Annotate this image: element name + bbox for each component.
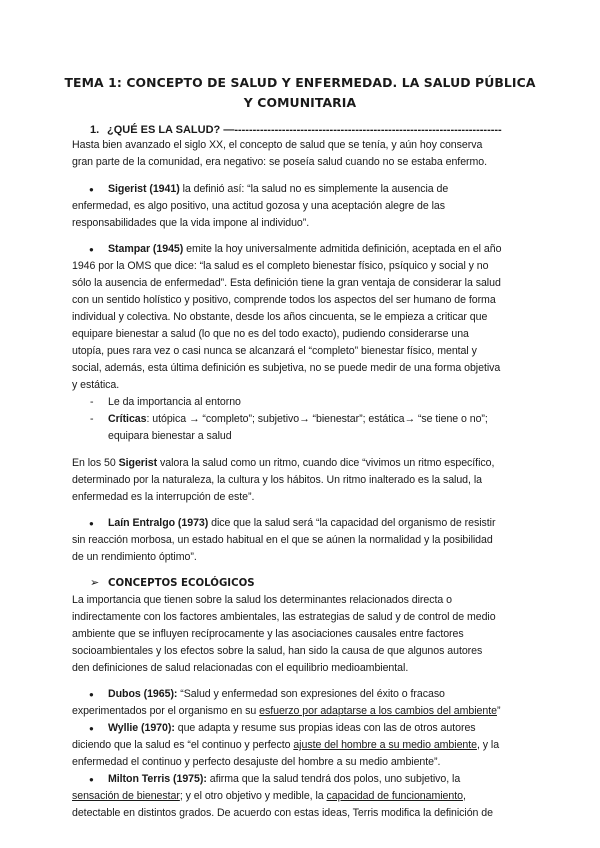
author-name: Wyllie (1970): bbox=[108, 722, 175, 734]
bullet-icon: ● bbox=[89, 690, 94, 699]
paragraph-line: utopía, pues rara vez o casi nunca se alcanzará el “completo” bienestar físico, mental y bbox=[72, 345, 477, 357]
author-name: Sigerist (1941) bbox=[108, 183, 180, 195]
title-line-2: Y COMUNITARIA bbox=[243, 95, 357, 110]
paragraph-line bbox=[108, 771, 460, 788]
intro-line: gran parte de la comunidad, era negativo: se poseía salud cuando no se estaba enfermo. bbox=[72, 156, 488, 168]
paragraph-line bbox=[72, 788, 466, 805]
section-heading bbox=[90, 124, 502, 136]
underlined-text: ajuste del hombre a su medio ambiente bbox=[293, 739, 477, 751]
subsection-heading: CONCEPTOS ECOLÓGICOS bbox=[108, 578, 255, 589]
paragraph-line: ambiente que se influyen recíprocamente y las asociaciones causales entre factores bbox=[72, 628, 464, 640]
bullet-icon: ● bbox=[89, 185, 94, 194]
text: , y la bbox=[477, 739, 500, 751]
underlined-text: esfuerzo por adaptarse a los cambios del ambiente bbox=[259, 705, 497, 717]
paragraph-line: detectable en distintos grados. De acuerdo con estas ideas, Terris modifica la definición de bbox=[72, 807, 493, 819]
dash-marker: - bbox=[90, 396, 94, 408]
paragraph-line bbox=[72, 737, 499, 754]
paragraph-line: 1946 por la OMS que dice: “la salud es el completo bienestar físico, psíquico y social y no bbox=[72, 260, 489, 272]
text: valora la salud como un ritmo, cuando dice “vivimos un ritmo específico, bbox=[157, 457, 495, 469]
criticas-label: Críticas bbox=[108, 413, 147, 425]
title-line-1: TEMA 1: CONCEPTO DE SALUD Y ENFERMEDAD. LA SALUD PÚBLICA bbox=[64, 75, 536, 90]
text: : utópica → “completo”; subjetivo→ “bienestar”; estática→ “se tiene o no”; bbox=[146, 413, 488, 425]
paragraph-line: con un sentido holístico y positivo, comprende todos los aspectos del ser humano de forma bbox=[72, 294, 496, 306]
paragraph-line bbox=[108, 686, 445, 703]
paragraph-line: La importancia que tienen sobre la salud los determinantes relacionados directa o bbox=[72, 594, 452, 606]
paragraph-line: equipare bienestar a salud (lo que no es del todo exacto), pudiendo considerarse una bbox=[72, 328, 469, 340]
author-name: Laín Entralgo (1973) bbox=[108, 517, 209, 529]
bullet-icon: ● bbox=[89, 519, 94, 528]
text: ” bbox=[496, 705, 501, 717]
bullet-icon: ● bbox=[89, 245, 94, 254]
text: , bbox=[462, 790, 466, 802]
section-number: 1. bbox=[90, 124, 100, 136]
dash-marker: - bbox=[90, 413, 94, 425]
paragraph-line: socioambientales y los efectos sobre la salud, han sido la causa de que algunos autores bbox=[72, 645, 483, 657]
paragraph-line bbox=[108, 241, 501, 258]
author-name: Milton Terris (1975): bbox=[108, 773, 207, 785]
paragraph-line: indirectamente con los factores ambientales, las estrategias de salud y de control de medio bbox=[72, 611, 496, 623]
paragraph-line: determinado por la naturaleza, la cultura y los hábitos. Un ritmo inalterado es la salud, la bbox=[72, 474, 482, 486]
author-name: Sigerist bbox=[118, 457, 158, 469]
text: experimentados por el organismo en su bbox=[72, 705, 260, 717]
paragraph-line: enfermedad es la interrupción de este”. bbox=[72, 491, 255, 503]
arrow-bullet-icon: ➢ bbox=[90, 577, 100, 589]
paragraph-line bbox=[108, 720, 476, 737]
text: que adapta y resume sus propias ideas con las de otros autores bbox=[174, 722, 476, 734]
text: En los 50 bbox=[72, 457, 119, 469]
bullet-icon: ● bbox=[89, 775, 94, 784]
text: afirma que la salud tendrá dos polos, uno subjetivo, la bbox=[206, 773, 461, 785]
paragraph-line: individual y colectiva. No obstante, desde los años cincuenta, se le empieza a criticar que bbox=[72, 311, 488, 323]
paragraph-line: social, además, esta última definición es subjetiva, no se puede medir de una forma objetiva bbox=[72, 362, 501, 374]
document-title bbox=[60, 73, 540, 113]
text: dice que la salud será “la capacidad del organismo de resistir bbox=[208, 517, 496, 529]
author-name: Dubos (1965): bbox=[108, 688, 178, 700]
paragraph-line: enfermedad el continuo y perfecto desajuste del hombre a su medio ambiente”. bbox=[72, 756, 441, 768]
underlined-text: capacidad de funcionamiento bbox=[326, 790, 463, 802]
paragraph-line bbox=[108, 181, 448, 198]
paragraph-line: den definiciones de salud relacionadas con el equilibrio medioambiental. bbox=[72, 662, 409, 674]
paragraph-line: sólo la ausencia de enfermedad”. Esta definición tiene la gran ventaja de considerar la salud bbox=[72, 277, 501, 289]
text: la definió así: “la salud no es simplemente la ausencia de bbox=[179, 183, 449, 195]
bullet-icon: ● bbox=[89, 724, 94, 733]
sub-item bbox=[108, 411, 488, 428]
paragraph-line bbox=[72, 455, 494, 472]
underlined-text: sensación de bienestar bbox=[72, 790, 180, 802]
sub-item-cont: equipara bienestar a salud bbox=[108, 430, 232, 442]
paragraph-line bbox=[72, 703, 500, 720]
paragraph-line bbox=[108, 515, 495, 532]
paragraph-line: y estática. bbox=[72, 379, 120, 391]
text: ; y el otro objetivo y medible, la bbox=[179, 790, 327, 802]
paragraph-line: enfermedad, es algo positivo, una actitud gozosa y una aceptación alegre de las bbox=[72, 200, 445, 212]
paragraph-line: sin reacción morbosa, un estado habitual en el que se aúnen la normalidad y la posibilidad bbox=[72, 534, 493, 546]
paragraph-line: de un rendimiento óptimo”. bbox=[72, 551, 197, 563]
author-name: Stampar (1945) bbox=[108, 243, 184, 255]
sub-item: Le da importancia al entorno bbox=[108, 396, 241, 408]
text: “Salud y enfermedad son expresiones del éxito o fracaso bbox=[177, 688, 445, 700]
section-heading-text: ¿QUÉ ES LA SALUD? —------------------------------------------------------------------------- bbox=[107, 124, 502, 136]
text: diciendo que la salud es “el continuo y perfecto bbox=[72, 739, 294, 751]
intro-line: Hasta bien avanzado el siglo XX, el concepto de salud que se tenía, y aún hoy conserva bbox=[72, 139, 483, 151]
paragraph-line: responsabilidades que la vida impone al individuo”. bbox=[72, 217, 310, 229]
text: emite la hoy universalmente admitida definición, aceptada en el año bbox=[183, 243, 502, 255]
